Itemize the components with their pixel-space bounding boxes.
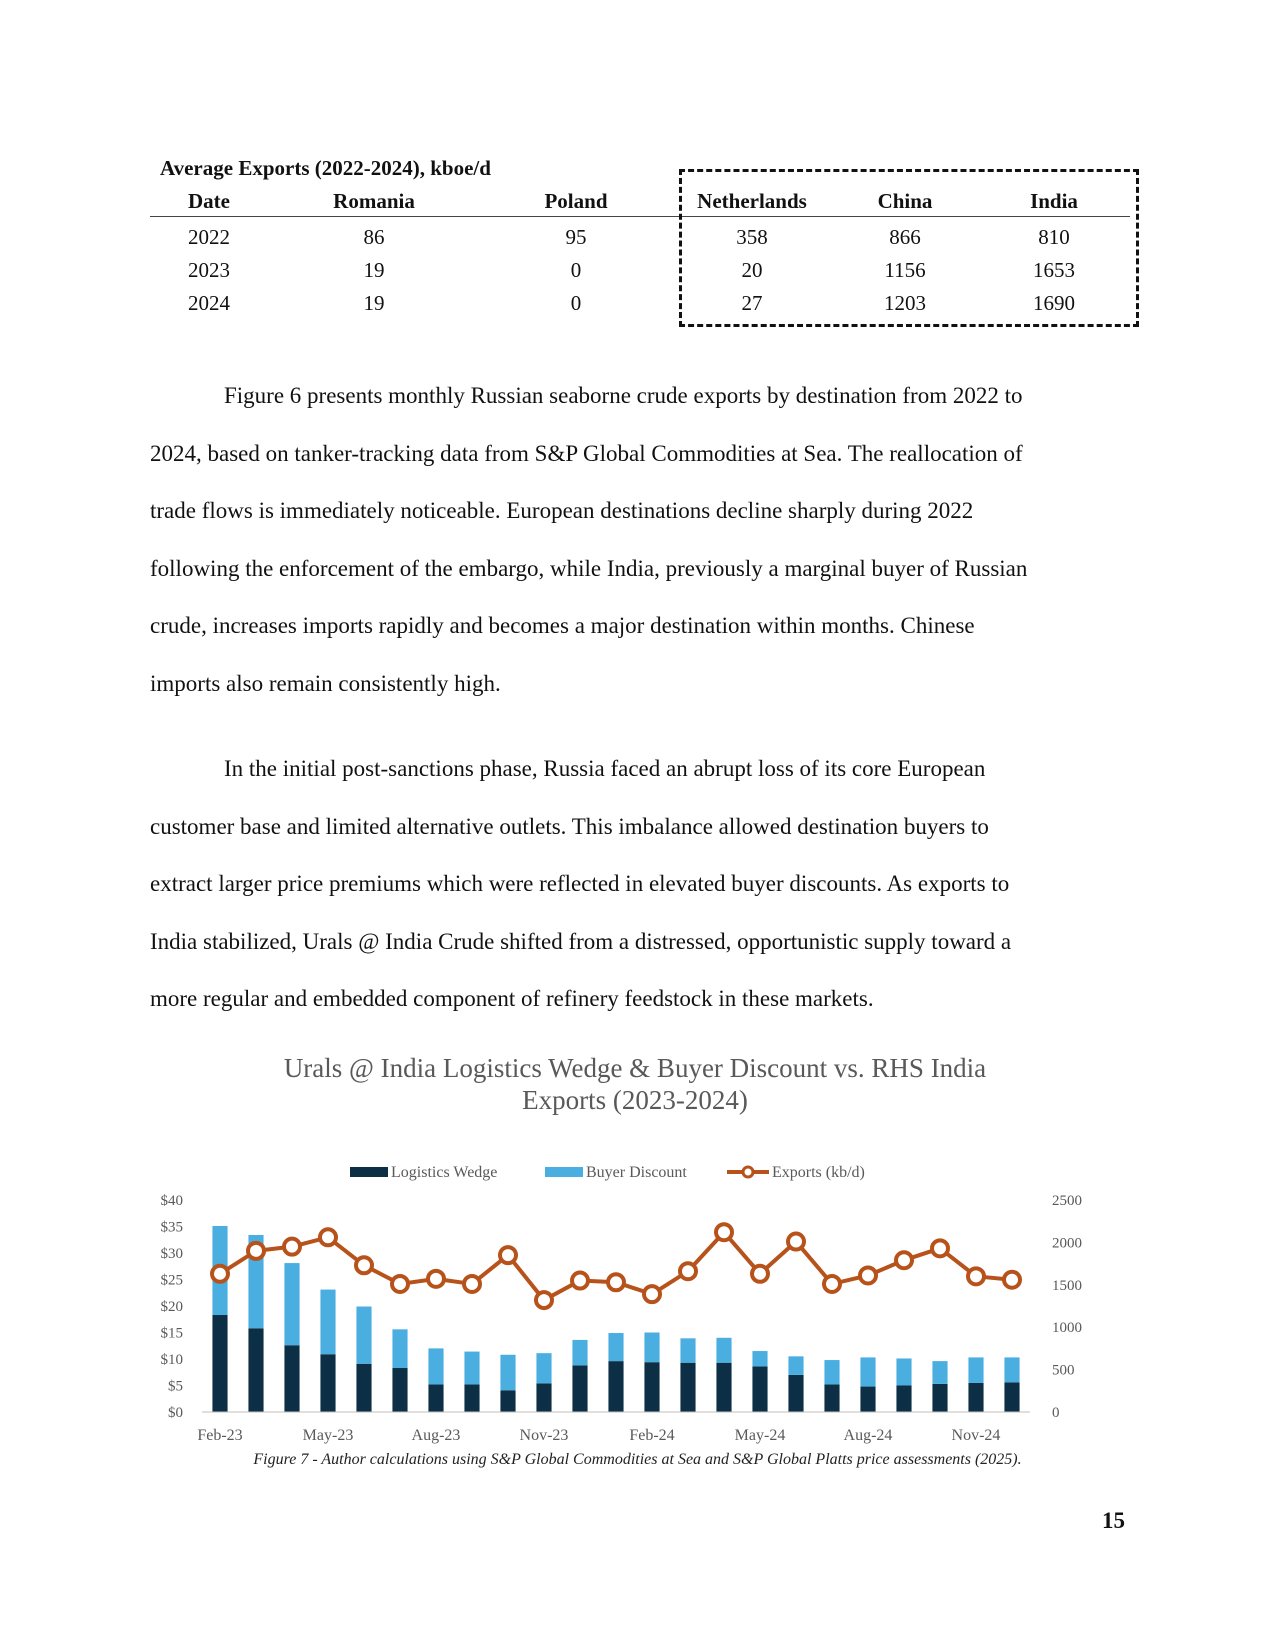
exports-point	[824, 1276, 840, 1292]
left-axis-tick-label: $20	[160, 1299, 183, 1315]
table-cell: 358	[736, 225, 768, 249]
bar-buyer-discount	[968, 1357, 983, 1382]
legend-label-exports: Exports (kb/d)	[772, 1164, 865, 1181]
header-poland: Poland	[544, 188, 608, 213]
exports-point	[320, 1229, 336, 1245]
bar-logistics-wedge	[644, 1362, 659, 1412]
table-cell: 95	[565, 225, 587, 249]
exports-point	[752, 1266, 768, 1282]
table-cell: 810	[1038, 225, 1070, 249]
header-china: China	[877, 188, 933, 213]
exports-point	[536, 1292, 552, 1308]
paragraph-line: crude, increases imports rapidly and becomes a major destination within months. Chinese	[150, 613, 975, 638]
left-axis-tick-label: $30	[160, 1246, 183, 1262]
x-axis-tick-label: Feb-24	[629, 1427, 675, 1444]
bar-logistics-wedge	[248, 1328, 263, 1412]
bar-logistics-wedge	[536, 1383, 551, 1412]
table-cell: 2023	[188, 258, 230, 282]
paragraph-line: following the enforcement of the embargo, while India, previously a marginal buyer of Russian	[150, 555, 1028, 581]
x-axis-tick-label: Aug-23	[411, 1427, 461, 1444]
bar-buyer-discount	[680, 1338, 695, 1362]
bar-logistics-wedge	[860, 1387, 875, 1412]
exports-point	[896, 1252, 912, 1268]
legend-label-buyer-discount: Buyer Discount	[586, 1164, 687, 1181]
bar-buyer-discount	[752, 1351, 767, 1366]
paragraph-line: India stabilized, Urals @ India Crude shifted from a distressed, opportunistic supply toward a	[150, 928, 1012, 954]
bar-buyer-discount	[896, 1358, 911, 1385]
header-romania: Romania	[333, 188, 415, 213]
bar-buyer-discount	[788, 1356, 803, 1375]
bar-logistics-wedge	[212, 1315, 227, 1412]
chart-title-line: Exports (2023-2024)	[522, 1085, 748, 1115]
x-axis-tick-label: Aug-24	[843, 1427, 893, 1444]
table-cell: 20	[741, 258, 763, 282]
paragraph-line: customer base and limited alternative outlets. This imbalance allowed destination buyers to	[150, 813, 989, 839]
bar-buyer-discount	[320, 1290, 335, 1355]
x-axis-tick-label: Nov-24	[951, 1427, 1001, 1444]
right-axis-tick-label: 1000	[1052, 1320, 1082, 1337]
table-cell: 1203	[884, 291, 926, 315]
left-axis	[161, 1193, 184, 1421]
bar-logistics-wedge	[752, 1366, 767, 1412]
legend-swatch-buyer-discount	[545, 1167, 583, 1177]
bar-buyer-discount	[356, 1307, 371, 1364]
table-cell: 2024	[188, 291, 230, 315]
exports-point	[500, 1247, 516, 1263]
paragraph-line: more regular and embedded component of refinery feedstock in these markets.	[150, 986, 874, 1011]
paragraph-line: In the initial post-sanctions phase, Russia faced an abrupt loss of its core European	[224, 756, 986, 781]
bar-logistics-wedge	[1004, 1382, 1019, 1412]
chart-title-line: Urals @ India Logistics Wedge & Buyer Discount vs. RHS India	[283, 1053, 987, 1083]
bar-buyer-discount	[1004, 1357, 1019, 1382]
bar-buyer-discount	[284, 1263, 299, 1345]
header-india: India	[1030, 188, 1078, 213]
exports-point	[644, 1286, 660, 1302]
bar-logistics-wedge	[320, 1354, 335, 1412]
legend-marker-exports	[743, 1167, 753, 1177]
table-cell: 27	[741, 291, 763, 315]
figure-caption: Figure 7 - Author calculations using S&P Global Commodities at Sea and S&P Global Platts price assessments (2025).	[253, 1451, 1022, 1468]
chart-title	[200, 1052, 1070, 1116]
left-axis-tick-label: $25	[160, 1272, 183, 1289]
exports-point	[464, 1276, 480, 1292]
x-axis	[197, 1412, 1030, 1444]
bar-buyer-discount	[392, 1329, 407, 1368]
x-axis-tick-label: May-24	[734, 1427, 786, 1444]
bar-logistics-wedge	[968, 1383, 983, 1412]
exports-point	[932, 1240, 948, 1256]
exports-point	[716, 1224, 732, 1240]
bar-buyer-discount	[572, 1340, 587, 1365]
bar-logistics-wedge	[392, 1368, 407, 1412]
left-axis-tick-label: $15	[160, 1325, 183, 1342]
bar-buyer-discount	[860, 1357, 875, 1386]
exports-point	[212, 1266, 228, 1282]
bar-logistics-wedge	[500, 1390, 515, 1412]
right-axis-tick-label: 0	[1052, 1405, 1060, 1421]
bar-logistics-wedge	[824, 1384, 839, 1412]
x-axis-tick-label: Feb-23	[197, 1427, 243, 1444]
exports-point	[1004, 1272, 1020, 1288]
bar-logistics-wedge	[788, 1375, 803, 1412]
table-cell: 19	[363, 291, 385, 315]
exports-point	[860, 1267, 876, 1283]
paragraph-1	[150, 367, 1125, 712]
table-cell: 866	[889, 225, 921, 249]
right-axis-tick-label: 2000	[1052, 1235, 1082, 1252]
header-netherlands: Netherlands	[697, 188, 807, 213]
header-date: Date	[188, 188, 230, 213]
bar-buyer-discount	[716, 1338, 731, 1363]
exports-point	[428, 1271, 444, 1287]
bar-buyer-discount	[500, 1355, 515, 1391]
page-number: 15	[1102, 1508, 1125, 1533]
bar-logistics-wedge	[464, 1384, 479, 1412]
table-cell: 0	[570, 258, 582, 282]
bar-logistics-wedge	[608, 1361, 623, 1412]
dashed-highlight-box	[679, 169, 1139, 327]
right-axis-tick-label: 1500	[1052, 1277, 1082, 1294]
bar-logistics-wedge	[680, 1363, 695, 1412]
left-axis-tick-label: $40	[160, 1193, 183, 1209]
bar-buyer-discount	[428, 1348, 443, 1384]
exports-point	[392, 1276, 408, 1292]
table-cell: 1156	[884, 258, 926, 282]
left-axis-tick-label: $35	[160, 1219, 183, 1236]
legend-label-logistics-wedge: Logistics Wedge	[391, 1164, 498, 1181]
table-cell: 1653	[1033, 258, 1075, 282]
bar-buyer-discount	[608, 1333, 623, 1361]
chart	[0, 1125, 1275, 1450]
bar-buyer-discount	[644, 1333, 659, 1363]
exports-point	[356, 1257, 372, 1273]
bar-buyer-discount	[824, 1360, 839, 1384]
exports-point	[284, 1239, 300, 1255]
table-cell: 1690	[1033, 291, 1075, 315]
right-axis-tick-label: 500	[1052, 1362, 1075, 1379]
table-cell: 0	[570, 291, 582, 315]
bar-logistics-wedge	[356, 1364, 371, 1412]
left-axis-tick-label: $10	[160, 1352, 183, 1368]
exports-point	[788, 1234, 804, 1250]
paragraph-line: imports also remain consistently high.	[150, 670, 501, 696]
x-axis-tick-label: Nov-23	[519, 1427, 569, 1444]
right-axis	[1052, 1193, 1082, 1421]
chart-legend	[350, 1164, 865, 1181]
bar-logistics-wedge	[428, 1384, 443, 1412]
paragraph-line: extract larger price premiums which were reflected in elevated buyer discounts. As exports to	[150, 871, 1010, 896]
paragraph-2	[150, 740, 1125, 1028]
left-axis-tick-label: $0	[168, 1405, 183, 1421]
exports-point	[680, 1263, 696, 1279]
bar-buyer-discount	[536, 1353, 551, 1383]
exports-point	[572, 1273, 588, 1289]
exports-point	[608, 1274, 624, 1290]
bar-logistics-wedge	[284, 1345, 299, 1412]
x-axis-tick-label: May-23	[302, 1427, 354, 1444]
bar-buyer-discount	[464, 1352, 479, 1385]
table-cell: 86	[363, 225, 385, 249]
paragraph-line: Figure 6 presents monthly Russian seaborne crude exports by destination from 2022 to	[224, 383, 1023, 408]
paragraph-line: 2024, based on tanker-tracking data from S&P Global Commodities at Sea. The reallocation of	[150, 440, 1023, 466]
table-title: Average Exports (2022-2024), kboe/d	[160, 156, 491, 180]
bar-buyer-discount	[932, 1361, 947, 1384]
bar-logistics-wedge	[932, 1384, 947, 1412]
bar-logistics-wedge	[896, 1386, 911, 1413]
exports-point	[968, 1268, 984, 1284]
bar-logistics-wedge	[716, 1363, 731, 1412]
left-axis-tick-label: $5	[168, 1378, 183, 1395]
right-axis-tick-label: 2500	[1052, 1193, 1082, 1209]
legend-swatch-logistics-wedge	[350, 1167, 388, 1177]
paragraph-line: trade flows is immediately noticeable. European destinations decline sharply during 2022	[150, 498, 974, 523]
bar-logistics-wedge	[572, 1365, 587, 1412]
table-cell: 2022	[188, 225, 230, 249]
exports-point	[248, 1243, 264, 1259]
table-cell: 19	[363, 258, 385, 282]
